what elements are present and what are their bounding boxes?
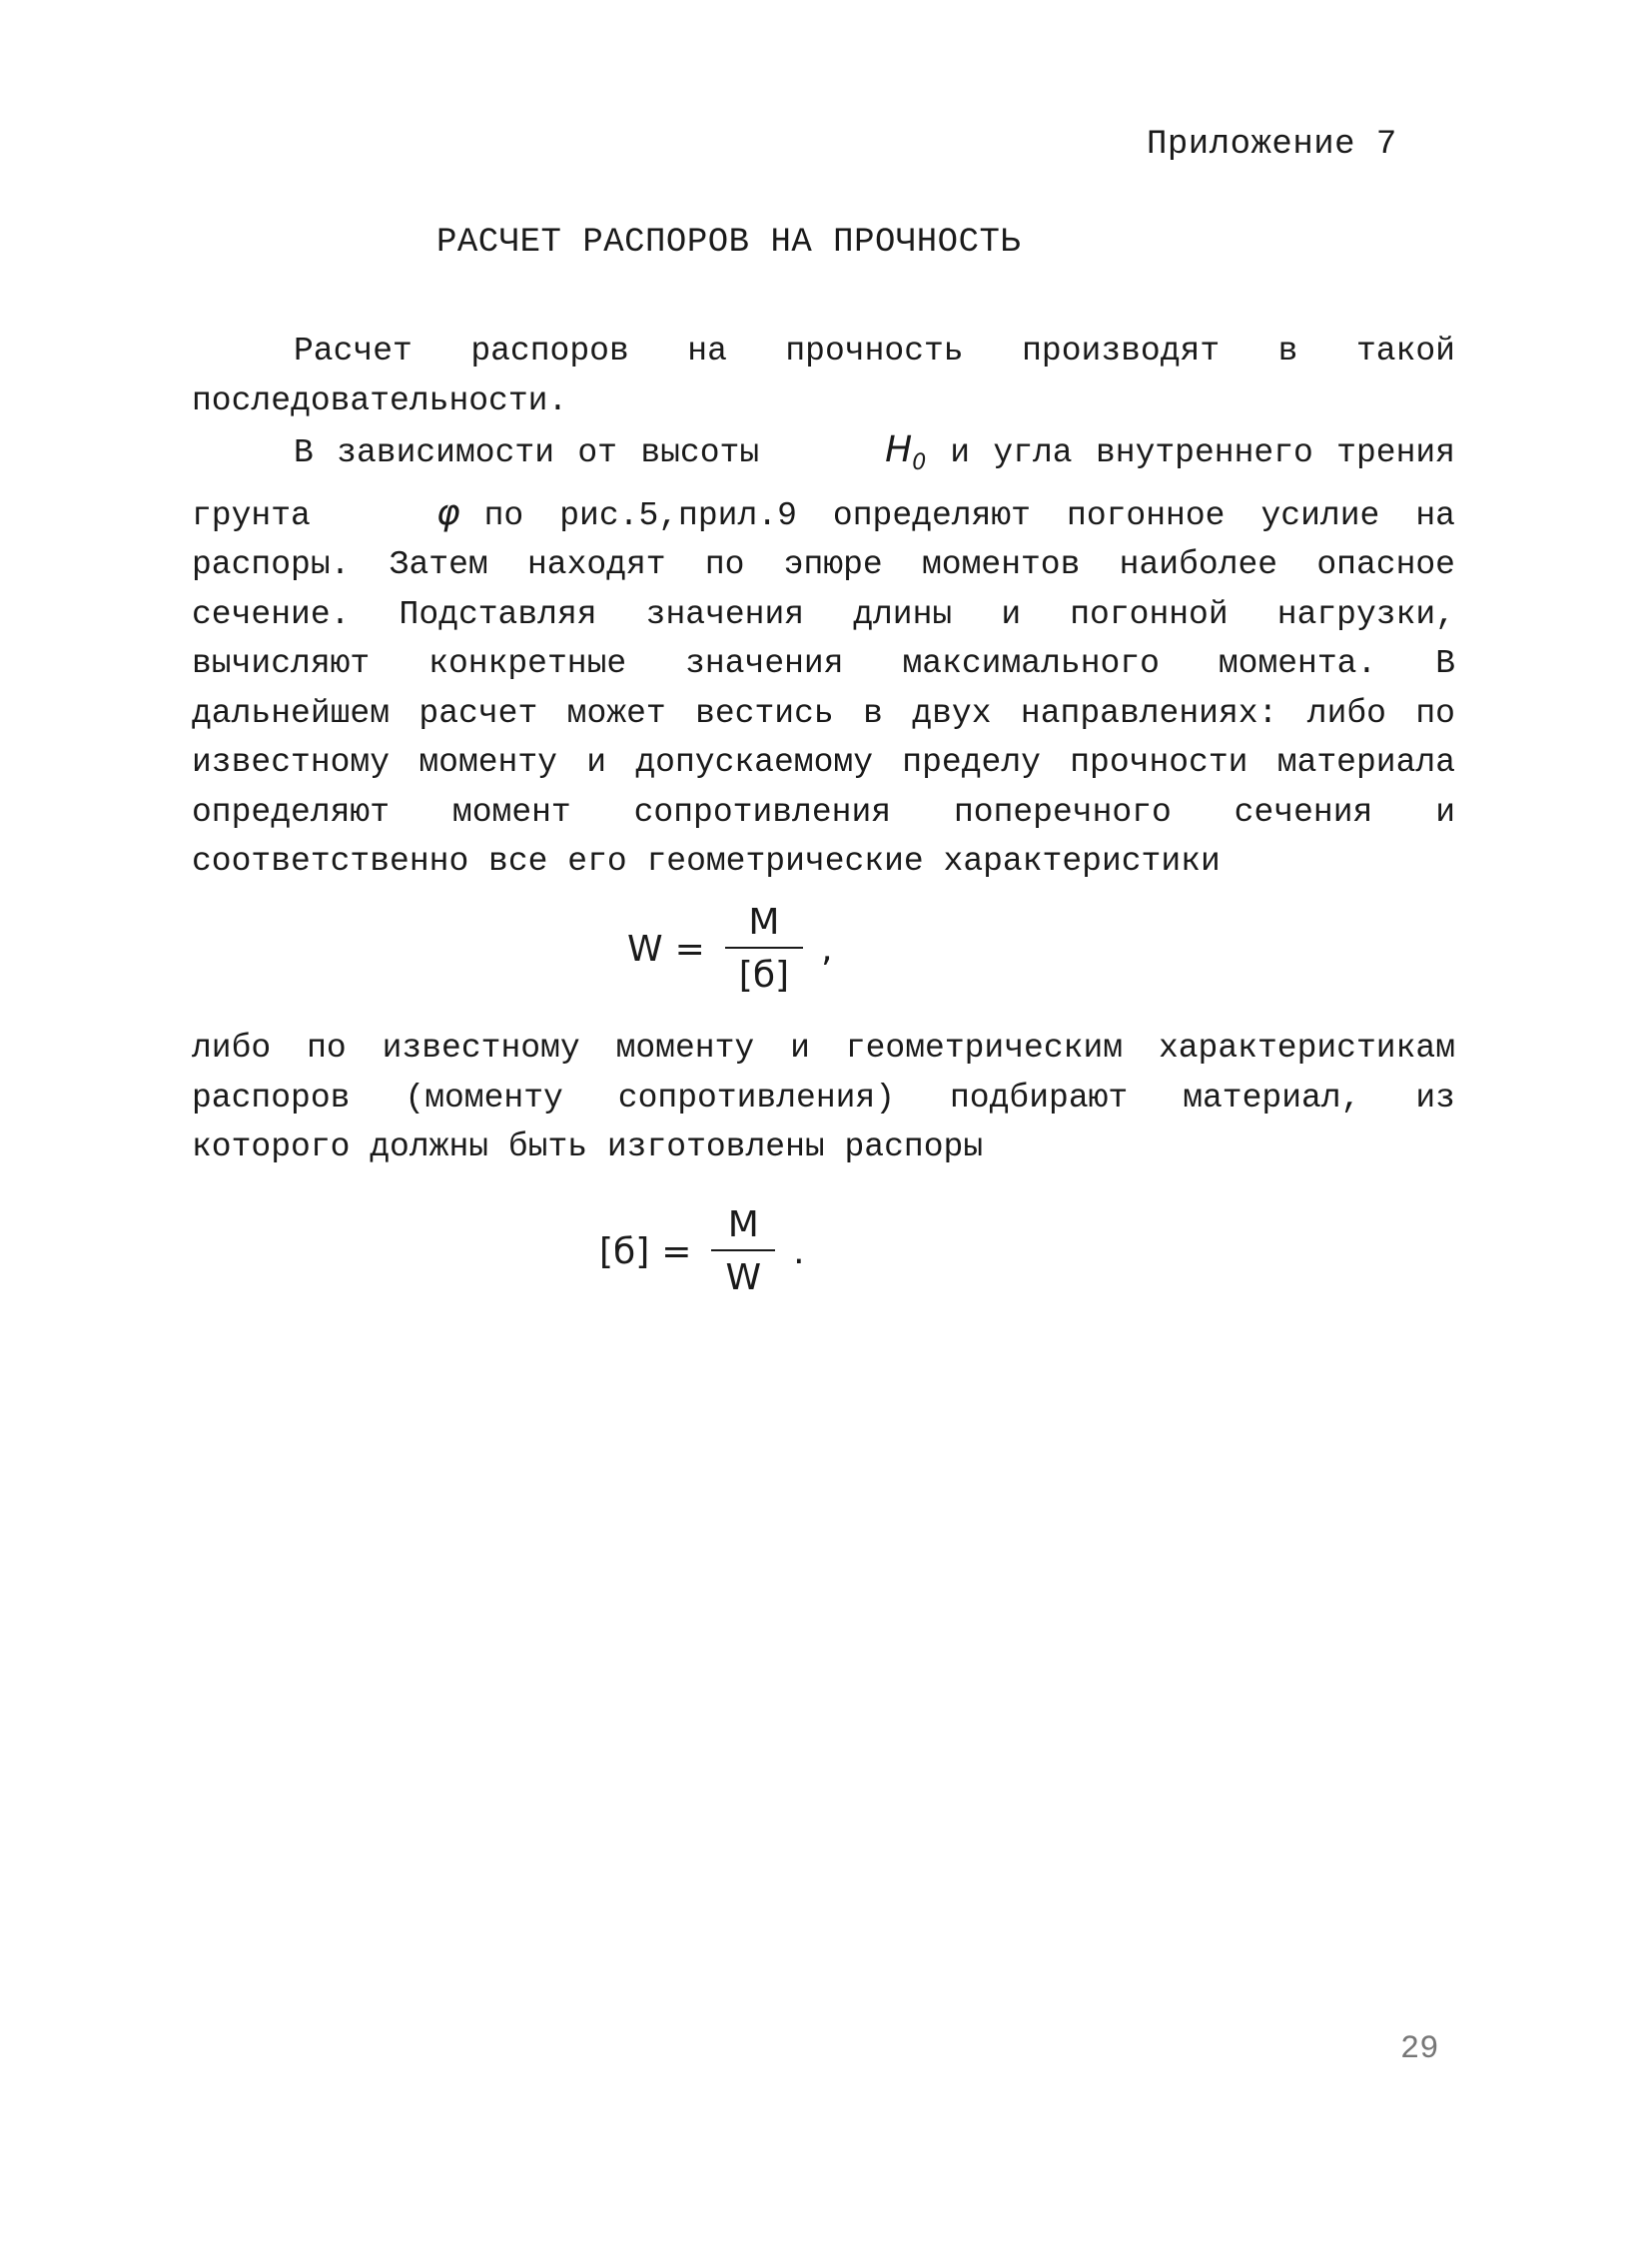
paragraph-intro: Расчет распоров на прочность производят в такой последовательности. — [192, 333, 1455, 419]
paragraph-procedure-part-c: по рис.5,прил.9 определяют погонное усилие на распоры. Затем находят по эпюре моментов наиболее опасное сечение. Подставляя значения длины и погонной нагрузки, вычисляют конкретные значения максимального момента. В дальнейшем расчет может вестись в двух направлениях: либо по известному моменту и допускаемому пределу прочности материала определяют момент сопротивления поперечного сечения и соответственно все его геометрические характеристики — [192, 496, 1455, 881]
body-text-block-2 — [192, 1024, 1455, 1172]
formula1-numerator: M — [748, 902, 780, 943]
formula1-denominator: [б] — [725, 947, 803, 996]
formula2-fraction — [711, 1204, 775, 1298]
formula-section-modulus — [627, 902, 833, 996]
paragraph-procedure-part-a: В зависимости от высоты — [294, 434, 760, 471]
height-symbol-letter: H — [885, 429, 913, 470]
paragraph-procedure-part-b: и угла внутреннего трения грунта — [192, 434, 1455, 534]
paragraph-material-selection: либо по известному моменту и геометрическим характеристикам распоров (моменту сопротивления) подбирают материал, из которого должны быть изготовлены распоры — [192, 1030, 1455, 1165]
formula1-fraction — [725, 902, 803, 996]
height-symbol-subscript: 0 — [912, 450, 927, 476]
formula1-lhs: W — [627, 928, 663, 970]
formula1-comma: , — [821, 928, 833, 970]
appendix-label: Приложение 7 — [1147, 126, 1397, 164]
formula2-lhs: [б] — [599, 1230, 650, 1272]
page-title: РАСЧЕТ РАСПОРОВ НА ПРОЧНОСТЬ — [436, 224, 1022, 262]
body-text-block-1 — [192, 327, 1455, 887]
paragraph-procedure — [192, 425, 1455, 887]
friction-angle-symbol: φ — [435, 491, 460, 533]
formula-allowable-stress — [599, 1204, 805, 1298]
height-symbol — [759, 425, 950, 488]
formula2-equals: = — [661, 1230, 692, 1272]
page-number: 29 — [1400, 2030, 1439, 2067]
formula2-numerator: M — [727, 1204, 759, 1245]
formula2-period: . — [793, 1230, 805, 1272]
formula2-denominator: W — [711, 1249, 775, 1298]
formula1-equals: = — [674, 928, 705, 970]
